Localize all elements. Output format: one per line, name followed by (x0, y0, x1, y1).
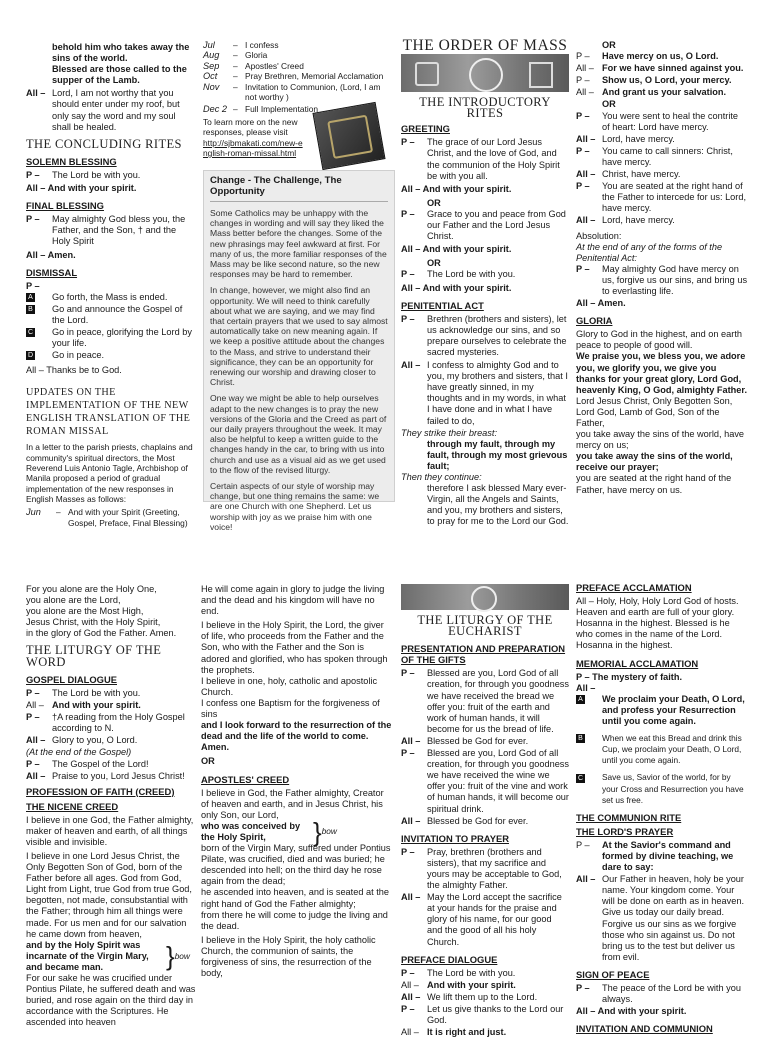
gloria-end-line: you alone are the Most High, (26, 606, 144, 617)
box-title: Change - The Challenge, The Opportunity (210, 175, 388, 202)
apostles-creed-heading: APOSTLES' CREED (201, 773, 290, 785)
option-c-icon: C (27, 329, 34, 337)
memorial-option: B When we eat this Bread and drink this Cup, we proclaim your Death, O Lord, until you come again. (576, 733, 748, 766)
gospel-line: All – And with your spirit. (26, 699, 141, 710)
kyrie-line: P – You are seated at the right hand of the Father to intercede for us: Lord, have mercy. (576, 181, 747, 214)
preface-line: All – It is right and just. (401, 1027, 507, 1038)
dismissal-option: A Go forth, the Mass is ended. (26, 292, 196, 303)
schedule-row: Sep – Apostles' Creed (203, 60, 304, 71)
nicene-heading: THE NICENE CREED (26, 800, 119, 812)
gloria-line: you are seated at the right hand of the Father, have mercy on us. (576, 473, 732, 495)
box-paragraph: Some Catholics may be unhappy with the changes in wording and will say they liked the Mass better before the changes. Some of the new phrasings may feel awkward at first. For many of us, the more familiar responses of the Mass may be like second nature, so the new responses may be hard to remember. (210, 208, 387, 280)
dismissal-option: B Go and announce the Gospel of the Lord. (26, 304, 196, 326)
gospel-dialogue-heading: GOSPEL DIALOGUE (26, 673, 117, 685)
or-5: OR (201, 756, 215, 767)
peace-p: P – The peace of the Lord be with you always. (576, 983, 741, 1005)
solemn-p-line: P – The Lord be with you. (26, 169, 141, 180)
box-paragraph: Certain aspects of our style of worship may change, but one thing remains the same: we are one Church with one Shepherd. Let us worship with joy as we praise him with one voice! (210, 481, 380, 532)
bottom-right-column (576, 582, 748, 1037)
mercy-line: P – Show us, O Lord, your mercy. (576, 75, 732, 86)
kyrie-line: P – You were sent to heal the contrite of heart: Lord have mercy. (576, 110, 739, 132)
schedule-row: Jul – I confess (203, 40, 279, 50)
option-c-icon: C (577, 774, 584, 782)
memorial-heading: MEMORIAL ACCLAMATION (576, 657, 699, 669)
solemn-blessing-heading: SOLEMN BLESSING (26, 155, 117, 167)
nicene-line: I believe in one Lord Jesus Christ, the Only Begotten Son of God, born of the Father before all ages. God from God, Light from Light, true God from true God, begotten, not made, consubstantial with the Father; through him all things were made. For us men and for our salvation he came down from heaven, (26, 850, 192, 939)
or-4: OR (602, 99, 616, 110)
dismissal-heading: DISMISSAL (26, 266, 78, 278)
nicene-line: I believe in one God, the Father almighty, maker of heaven and earth, of all things visible and invisible. (26, 814, 194, 847)
peace-all: All – And with your spirit. (576, 1006, 687, 1017)
order-of-mass-title: THE ORDER OF MASS (402, 37, 568, 54)
mercy-line: P – Have mercy on us, O Lord. (576, 51, 719, 62)
apostles-line: from there he will come to judge the living and the dead. (201, 909, 388, 931)
top-left-column (26, 42, 196, 528)
or-3: OR (602, 40, 616, 50)
mystery-line: P – The mystery of faith. (576, 671, 683, 682)
schedule-row: Dec 2 – Full Implementation (203, 104, 319, 115)
communion-rite-heading: THE COMMUNION RITE (576, 811, 682, 823)
schedule-row-jun: Jun – And with your Spirit (Greeting, Gospel, Preface, Final Blessing) (26, 507, 188, 528)
or-1: OR (427, 197, 441, 208)
box-paragraph: In change, however, we might also find an opportunity. We will need to think carefully about what we are saying, and we may find that certain prayers that we used to say almost automatically take on new meaning again. If we keep a positive attitude about the changes to the Mass, and strive to understand their significance, they can be an opportunity for renewing our worship and drawing closer to Christ. (210, 285, 388, 388)
concluding-rites-heading: THE CONCLUDING RITES (26, 136, 182, 151)
dismissal-option: C Go in peace, glorifying the Lord by your life. (27, 327, 192, 349)
invitation-heading: INVITATION TO PRAYER (401, 832, 509, 844)
greeting-p2: P – Grace to you and peace from God our Father and the Lord Jesus Christ. (401, 208, 566, 242)
creed-heading: PROFESSION OF FAITH (CREED) (26, 785, 175, 797)
bow-bracket: } (313, 816, 322, 847)
introductory-rites-heading: THE INTRODUCTORY RITES (419, 95, 551, 121)
missal-link[interactable]: http://sjbmakati.com/new-english-roman-missal.html (203, 137, 303, 159)
gifts-line: P – Blessed are you, Lord God of all creation, for through you goodness we have received the wine we offer you: fruit of the vine and work of human hands, it will become our spiritual drink. (401, 748, 569, 814)
eucharist-column (401, 584, 569, 1039)
schedule-list (203, 40, 393, 165)
kyrie-line: All – Lord, have mercy. (576, 215, 675, 226)
lords-prayer-p: P – At the Savior's command and formed by divine teaching, we dare to say: (576, 839, 734, 873)
preface-line: P – Let us give thanks to the Lord our God. (401, 1004, 564, 1026)
updates-heading: UPDATES ON THE IMPLEMENTATION OF THE NEW ENGLISH TRANSLATION OF THE ROMAN MISSAL (26, 387, 191, 438)
mercy-line: All – For we have sinned against you. (576, 63, 744, 74)
greeting-p3: P – The Lord be with you. (401, 269, 516, 280)
mercy-line: All – And grant us your salvation. (576, 87, 727, 98)
liturgy-eucharist-heading: THE LITURGY OF THE EUCHARIST (417, 613, 553, 639)
greeting-a3: All – And with your spirit. (401, 282, 512, 293)
preface-acclamation-heading: PREFACE ACCLAMATION (576, 582, 692, 593)
preface-line: P – The Lord be with you. (401, 967, 516, 978)
lords-prayer-heading: THE LORD'S PRAYER (576, 825, 674, 837)
apostles-line: who was conceived by the Holy Spirit, (201, 820, 301, 842)
penitential-heading: PENITENTIAL ACT (401, 299, 484, 311)
gloria-line: you take away the sins of the world, receive our prayer; (576, 451, 733, 473)
dismissal-option: D Go in peace. (27, 350, 105, 361)
liturgy-word-heading: THE LITURGY OF THE WORD (26, 643, 162, 669)
memorial-option: A We proclaim your Death, O Lord, and profess your Resurrection until you come again. (576, 694, 748, 727)
absolution-p: P – May almighty God have mercy on us, forgive us our sins, and bring us to everlasting life. (576, 263, 748, 296)
greeting-p1: P – The grace of our Lord Jesus Christ, and the love of God, and the communion of the Holy Spirit be with you all. (401, 137, 560, 181)
kyrie-line: All – Christ, have mercy. (576, 169, 681, 180)
greeting-heading: GREETING (401, 123, 450, 135)
gloria-line: Lord Jesus Christ, Only Begotten Son, Lord God, Lamb of God, Son of the Father, (576, 395, 733, 428)
bow-label: bow (174, 950, 190, 961)
memorial-all-label: All – (576, 682, 596, 693)
nicene-line: and by the Holy Spirit was incarnate of the Virgin Mary, and became man. (26, 939, 149, 972)
change-challenge-box (203, 170, 395, 532)
memorial-option: C Save us, Savior of the world, for by your Cross and Resurrection you have set us free. (577, 772, 744, 805)
preface-line: All – And with your spirit. (401, 979, 516, 990)
gloria-line: you take away the sins of the world, have mercy on us; (576, 429, 745, 451)
preface-line: All – We lift them up to the Lord. (401, 991, 538, 1002)
creed-line: I believe in the Holy Spirit, the Lord, the giver of life, who proceeds from the Father and the Son, who with the Father and the Son is adored and glorified, who has spoken through the prophets. (201, 620, 388, 675)
thanks-line: All – Thanks be to God. (26, 365, 122, 376)
gifts-line: All – Blessed be God for ever. (401, 815, 529, 826)
eucharist-banner-image (401, 584, 569, 610)
absolution-label: Absolution: (576, 230, 622, 241)
order-of-mass-column (401, 37, 569, 527)
bow-label: bow (321, 826, 337, 837)
option-b-icon: B (576, 734, 585, 743)
kyrie-line: All – Lord, have mercy. (576, 133, 675, 144)
absolution-note: At the end of any of the forms of the Penitential Act: (576, 241, 723, 263)
kyrie-line: P – You came to call sinners: Christ, have mercy. (576, 145, 733, 167)
gloria-end-line: you alone are the Lord, (26, 595, 121, 606)
apostles-line: I believe in the Holy Spirit, the holy catholic Church, the communion of saints, the forgiveness of sins, the resurrection of the body, (201, 934, 376, 979)
bottom-middle-column (201, 584, 393, 979)
final-blessing-heading: FINAL BLESSING (26, 200, 104, 212)
gospel-line: P – The Gospel of the Lord! (26, 759, 149, 770)
missal-book-icon (312, 102, 385, 170)
greeting-a1: All – And with your spirit. (401, 183, 512, 194)
apostles-line: I believe in God, the Father almighty, Creator of heaven and earth, and in Jesus Christ, his only Son, our Lord, (201, 787, 384, 820)
blessed-line: Blessed are those called to the supper of the Lamb. (52, 64, 187, 86)
gloria-line: We praise you, we bless you, we adore you, we glorify you, we give you thanks for your great glory, Lord God, heavenly King, O God, almighty Father. (576, 351, 748, 395)
gloria-end-line: in the glory of God the Father. Amen. (26, 628, 177, 639)
creed-line: I believe in one, holy, catholic and apostolic Church. (201, 675, 378, 697)
continue-note: Then they continue: (401, 472, 482, 482)
bow-bracket: } (166, 941, 175, 972)
nicene-line: For our sake he was crucified under Pontius Pilate, he suffered death and was buried, and rose again on the third day in accordance with the Scriptures. He ascended into heaven (26, 973, 196, 1028)
lord-not-worthy: All – Lord, I am not worthy that you should enter under my roof, but only say the word and my soul shall be healed. (26, 88, 180, 132)
bottom-left-column (26, 584, 198, 1028)
option-a-icon: A (26, 293, 35, 302)
learn-more-text: To learn more on the new responses, please visit (203, 116, 298, 138)
option-b-icon: B (26, 305, 35, 314)
gloria-end-line: For you alone are the Holy One, (26, 584, 157, 594)
gifts-line: P – Blessed are you, Lord God of all creation, for through you goodness we have received the bread we offer you: fruit of the earth and work of human hands, it will become for us the bread of life. (401, 668, 569, 734)
creed-line: and I look forward to the resurrection of the dead and the life of the world to come. Amen. (201, 720, 392, 753)
invitation-line: All – May the Lord accept the sacrifice at your hands for the praise and glory of his name, for our good and the good of all his holy Church. (401, 892, 562, 947)
gospel-line: (At the end of the Gospel) (26, 747, 132, 758)
schedule-row: Nov – Invitation to Communion, (Lord, I am not worthy ) (203, 81, 381, 103)
presentation-heading: PRESENTATION AND PREPARATION OF THE GIFTS (401, 643, 566, 666)
therefore-line: therefore I ask blessed Mary ever-Virgin, all the Angels and Saints, and you, my brothers and sisters, to pray for me to the Lord our God. (427, 483, 569, 527)
behold-line: behold him who takes away the sins of the world. (52, 42, 190, 64)
penitential-all: All – I confess to almighty God and to you, my brothers and sisters, that I have greatly sinned, in my thoughts and in my words, in what I have done and in what I have failed to do, (401, 360, 568, 426)
invitation-line: P – Pray, brethren (brothers and sisters), that my sacrifice and yours may be acceptable to God, the almighty Father. (401, 846, 562, 891)
penitential-p: P – Brethren (brothers and sisters), let us acknowledge our sins, and so prepare ourselves to celebrate the sacred mysteries. (401, 313, 567, 357)
gospel-line: All – Praise to you, Lord Jesus Christ! (26, 771, 185, 782)
invitation-communion-heading: INVITATION AND COMMUNION (576, 1023, 713, 1035)
creed-line: I confess one Baptism for the forgiveness of sins (201, 697, 380, 720)
mass-banner-image (401, 54, 569, 92)
gloria-end-line: Jesus Christ, with the Holy Spirit, (26, 617, 161, 628)
absolution-amen: All – Amen. (576, 298, 626, 309)
option-d-icon: D (27, 352, 34, 360)
solemn-all-line: All – And with your spirit. (26, 183, 137, 194)
creed-line: He will come again in glory to judge the living and the dead and his kingdom will have no end. (201, 584, 385, 617)
gifts-line: All – Blessed be God for ever. (401, 735, 529, 746)
updates-text: In a letter to the parish priests, chaplains and community's spiritual directors, the Most Reverend Luis Antonio Tagle, Archbishop of Manila proposed a period of gradual implementation of the new responses in English Masses as follows: (26, 442, 193, 504)
schedule-row: Aug – Gloria (203, 50, 268, 61)
gloria-heading: GLORIA (576, 315, 613, 327)
final-all-line: All – Amen. (26, 249, 76, 260)
holy-holy-text: All – Holy, Holy, Holy Lord God of hosts. Heaven and earth are full of your glory. Hosanna in the highest. Blessed is he who comes in the name of the Lord. Hosanna in the highest. (576, 596, 739, 651)
top-right-column (576, 40, 748, 496)
strike-note: They strike their breast: (401, 427, 497, 438)
gospel-line: All – Glory to you, O Lord. (26, 735, 138, 746)
option-a-icon: A (576, 695, 585, 704)
fault-line: through my fault, through my fault, through my most grievous fault; (427, 438, 568, 471)
gloria-line: Glory to God in the highest, and on earth peace to people of good will. (576, 329, 742, 351)
greeting-a2: All – And with your spirit. (401, 244, 512, 255)
or-2: OR (427, 258, 441, 269)
schedule-row: Oct – Pray Brethren, Memorial Acclamation (203, 71, 384, 82)
dismissal-p-label: P – (26, 280, 40, 291)
apostles-line: he ascended into heaven, and is seated at the right hand of God the Father almighty; (201, 887, 389, 909)
final-p-line: P – May almighty God bless you, the Father, and the Son, † and the Holy Spirit (26, 214, 186, 247)
gospel-line: P – The Lord be with you. (26, 687, 141, 698)
apostles-line: born of the Virgin Mary, suffered under Pontius Pilate, was crucified, died and was buried; he descended into hell; on the third day he rose again from the dead; (201, 843, 391, 887)
box-paragraph: One way we might be able to help ourselves adapt to the new changes is to pray the new versions of the Gloria and the Creed as part of our daily prayers throughout the week. It may also be helpful to keep a written guide to the changes handy in the car, to bring with us into church and use as a visual aid as we get used to the flow of the revised liturgy. (210, 393, 387, 475)
lords-prayer-all: All – Our Father in heaven, holy be your name. Your kingdom come. Your will be done on earth as in heaven. Give us today our daily bread. Forgive us our sins as we forgive those who sin against us. Do not bring us to the test but deliver us from evil. (576, 874, 744, 962)
preface-dialogue-heading: PREFACE DIALOGUE (401, 953, 498, 965)
gospel-line: P – †A reading from the Holy Gospel according to N. (26, 711, 185, 734)
sign-of-peace-heading: SIGN OF PEACE (576, 968, 650, 980)
